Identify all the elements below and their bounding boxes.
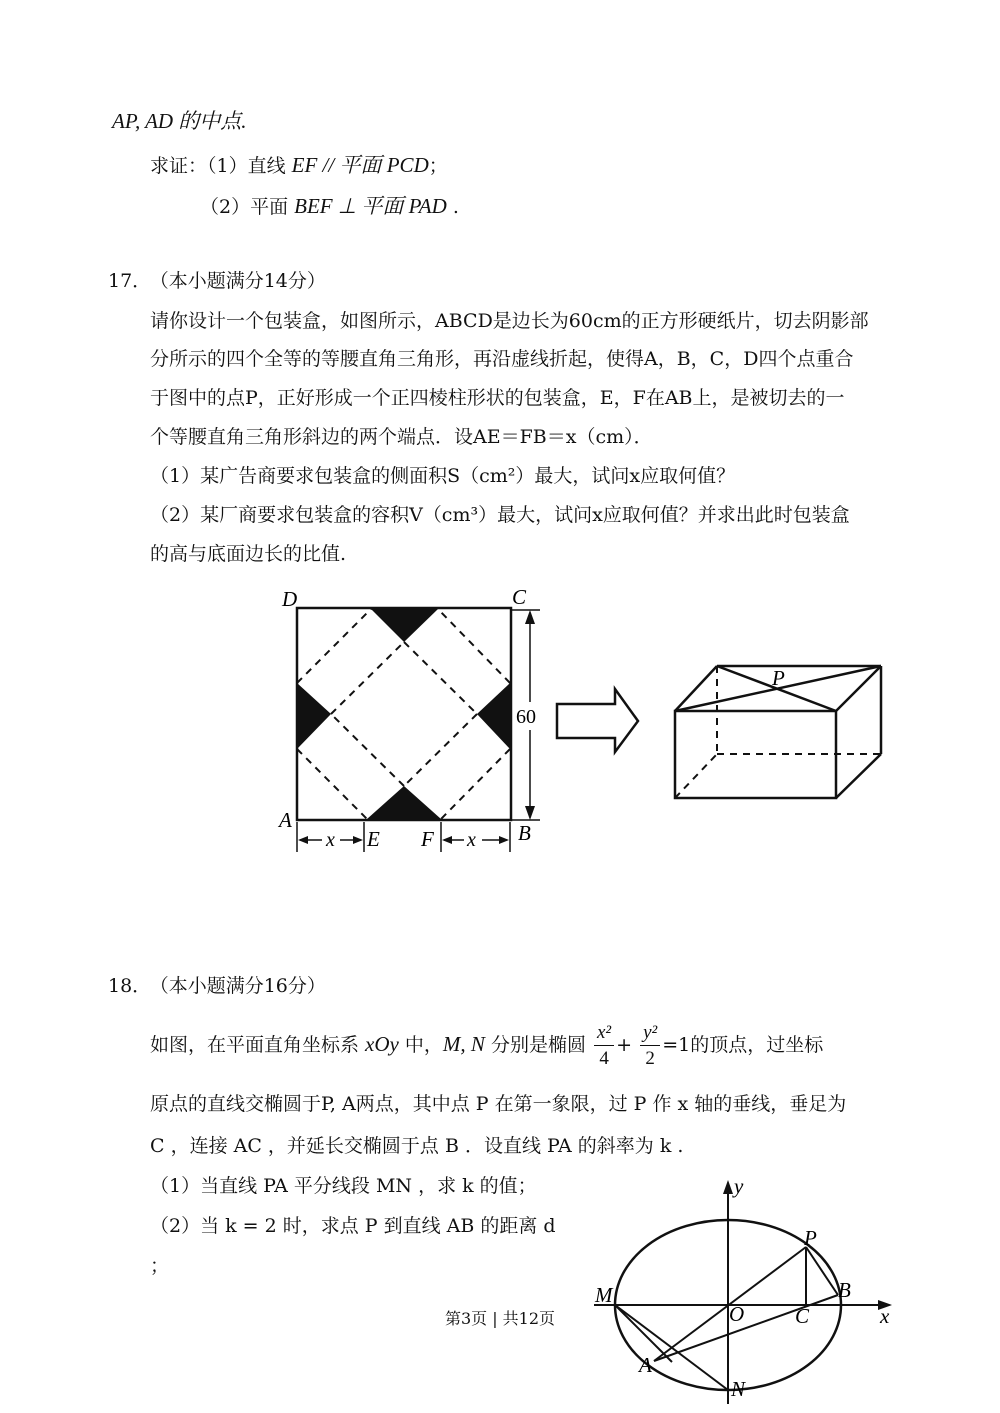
label-C: C xyxy=(795,1304,810,1328)
q16-proof-line: 求证：（1）直线 EF // 平面 PCD； xyxy=(150,153,448,177)
q16-line1: AP, AD 的中点. xyxy=(112,109,247,133)
page-footer: 第3页 | 共12页 xyxy=(444,1309,556,1328)
q18-line3: C ，连接 AC ，并延长交椭圆于点 B ．设直线 PA 的斜率为 k . xyxy=(150,1135,684,1157)
q18-line2: 原点的直线交椭圆于P, A两点，其中点 P 在第一象限，过 P 作 x 轴的垂线，垂足为 xyxy=(150,1093,847,1115)
q17-line-0: 请你设计一个包装盒，如图所示，ABCD是边长为60cm的正方形硬纸片，切去阴影部 xyxy=(150,310,869,332)
q17-line-3: 个等腰直角三角形斜边的两个端点．设AE＝FB＝x（cm）． xyxy=(150,426,653,448)
label-60: 60 xyxy=(516,706,536,728)
label-E: E xyxy=(367,827,380,851)
label-x1: x xyxy=(326,829,335,851)
label-P: P xyxy=(804,1226,817,1250)
label-y: y xyxy=(734,1174,744,1198)
q17-line-1: 分所示的四个全等的等腰直角三角形，再沿虚线折起，使得A，B，C，D四个点重合 xyxy=(150,348,854,370)
q17-line-6: 的高与底面边长的比值. xyxy=(150,543,347,565)
label-B: B xyxy=(838,1278,851,1302)
label-N: N xyxy=(731,1377,746,1401)
label-M: M xyxy=(595,1283,613,1307)
q17-header: 17． （本小题满分14分） xyxy=(108,270,326,292)
transform-arrow xyxy=(557,689,638,752)
q18-figure xyxy=(0,1173,1000,1413)
label-x: x xyxy=(880,1304,890,1328)
label-D: D xyxy=(282,587,298,611)
label-F: F xyxy=(421,827,434,851)
label-O: O xyxy=(729,1302,745,1326)
q18-part2: （2）当 k = 2 时，求点 P 到直线 AB 的距离 d xyxy=(150,1215,556,1237)
label-A: A xyxy=(639,1353,652,1377)
label-C: C xyxy=(512,585,527,609)
q18-part1: （1）当直线 PA 平分线段 MN ，求 k 的值； xyxy=(150,1175,537,1197)
q18-part2-tail: ； xyxy=(150,1255,170,1277)
label-B: B xyxy=(518,821,531,845)
cut-triangles xyxy=(297,609,510,819)
label-x2: x xyxy=(467,829,476,851)
q17-line-2: 于图中的点P，正好形成一个正四棱柱形状的包装盒，E，F在AB上，是被切去的一 xyxy=(150,387,845,409)
q17-line-4: （1）某广告商要求包装盒的侧面积S（cm²）最大，试问x应取何值？ xyxy=(150,465,736,487)
q17-figure xyxy=(0,580,1000,880)
fraction-y2-over-2: $\frac{\text{y²}}{2}$ xyxy=(640,1021,660,1072)
q18-header: 18． （本小题满分16分） xyxy=(108,975,326,997)
q17-line-5: （2）某厂商要求包装盒的容积V（cm³）最大，试问x应取何值？并求出此时包装盒 xyxy=(150,504,850,526)
label-A: A xyxy=(279,808,292,832)
q16-part2-line: （2）平面 BEF ⊥ 平面 PAD . xyxy=(200,194,459,218)
label-P-box: P xyxy=(772,666,785,690)
q18-line1: 如图，在平面直角坐标系 xOy 中，M, N 分别是椭圆 $\frac{\text{x²}}{4}$ + $\frac{\text{y²}}{2}$ =1的顶点，过坐标 xyxy=(150,1014,823,1075)
fraction-x2-over-4: $\frac{\text{x²}}{4}$ xyxy=(594,1021,614,1072)
